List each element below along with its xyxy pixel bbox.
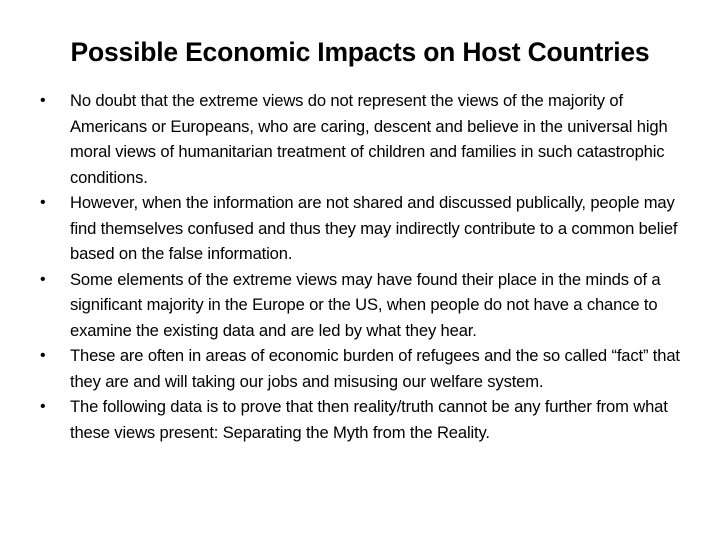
- bullet-item: [36, 343, 684, 394]
- bullet-item: [36, 394, 684, 445]
- bullet-dot-icon: •: [40, 270, 46, 288]
- bullet-item: [36, 88, 684, 190]
- bullet-list: [36, 88, 684, 445]
- bullet-dot-icon: •: [40, 92, 46, 109]
- bullet-dot-icon: •: [40, 398, 46, 415]
- bullet-text: However, when the information are not shared and discussed publically, people may find themselves confused and thus they may indirectly contribute to a common belief based on the false information.: [70, 193, 678, 263]
- bullet-dot-icon: •: [40, 347, 46, 364]
- bullet-item: [36, 190, 684, 267]
- bullet-text: No doubt that the extreme views do not represent the views of the majority of Americans or Europeans, who are caring, descent and believe in the universal high moral views of humanitarian treatment of children and families in such catastrophic conditions.: [70, 91, 668, 187]
- bullet-item: [36, 267, 684, 344]
- slide-title: Possible Economic Impacts on Host Countries: [70, 37, 650, 67]
- bullet-text: These are often in areas of economic burden of refugees and the so called “fact” that they are and will taking our jobs and misusing our welfare system.: [70, 346, 680, 391]
- bullet-text: The following data is to prove that then reality/truth cannot be any further from what these views present: Separating the Myth from the Reality.: [70, 397, 668, 442]
- bullet-dot-icon: •: [40, 194, 46, 211]
- bullet-text: Some elements of the extreme views may have found their place in the minds of a significant majority in the Europe or the US, when people do not have a chance to examine the existing data and are led by what they hear.: [70, 269, 661, 340]
